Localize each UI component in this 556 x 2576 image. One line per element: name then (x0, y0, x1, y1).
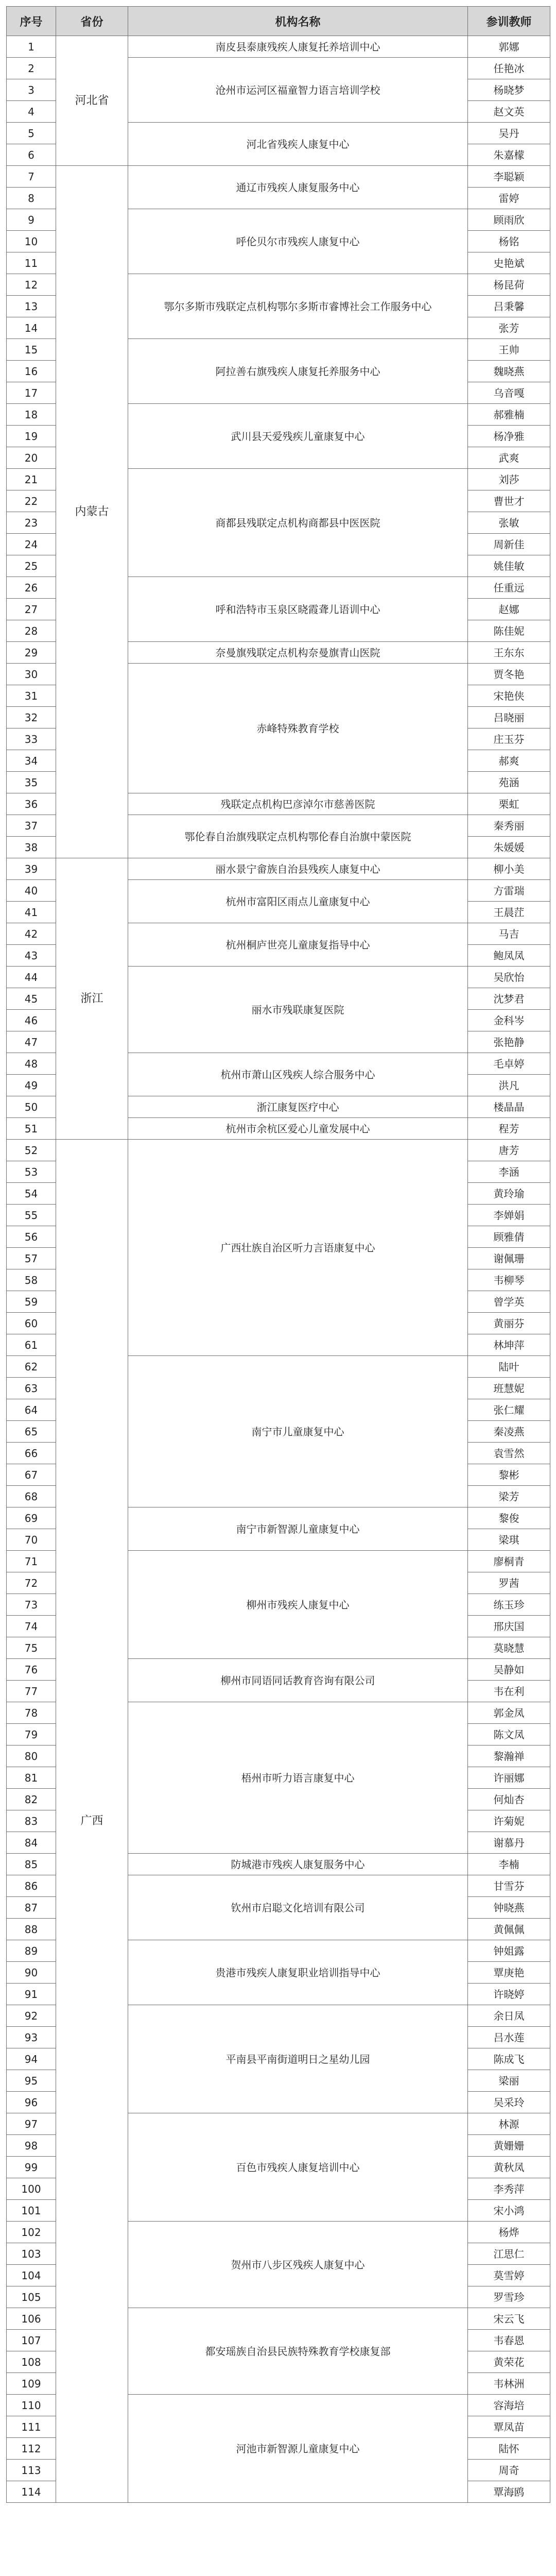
teacher-cell: 何灿杏 (468, 1789, 550, 1810)
table-header (7, 7, 550, 36)
row-number: 76 (7, 1659, 56, 1681)
row-number: 20 (7, 447, 56, 469)
org-cell: 丽水市残联康复医院 (128, 967, 468, 1053)
teacher-cell: 曹世才 (468, 490, 550, 512)
row-number: 29 (7, 642, 56, 664)
teacher-cell: 沈梦君 (468, 988, 550, 1010)
row-number: 14 (7, 317, 56, 339)
org-cell: 杭州桐庐世亮儿童康复指导中心 (128, 923, 468, 967)
org-cell: 残联定点机构巴彦淖尔市慈善医院 (128, 793, 468, 815)
teacher-cell: 张艳静 (468, 1031, 550, 1053)
row-number: 57 (7, 1248, 56, 1269)
province-cell: 河北省 (56, 36, 128, 166)
teacher-cell: 林坤萍 (468, 1334, 550, 1356)
row-number: 39 (7, 858, 56, 880)
teacher-cell: 赵娜 (468, 599, 550, 620)
row-number: 95 (7, 2070, 56, 2092)
teacher-cell: 郭娜 (468, 36, 550, 58)
row-number: 85 (7, 1854, 56, 1875)
org-cell: 沧州市运河区福童智力语言培训学校 (128, 58, 468, 123)
row-number: 5 (7, 123, 56, 144)
row-number: 104 (7, 2265, 56, 2286)
teacher-cell: 江思仁 (468, 2243, 550, 2265)
teacher-cell: 余日凤 (468, 2005, 550, 2027)
org-cell: 丽水景宁畲族自治县残疾人康复中心 (128, 858, 468, 880)
province-cell: 广西 (56, 1140, 128, 2503)
org-cell: 杭州市富阳区雨点儿童康复中心 (128, 880, 468, 923)
teacher-cell: 邢庆国 (468, 1616, 550, 1637)
teacher-cell: 吕秉馨 (468, 296, 550, 317)
row-number: 112 (7, 2438, 56, 2460)
teacher-cell: 杨昆荷 (468, 274, 550, 296)
row-number: 86 (7, 1875, 56, 1897)
row-number: 100 (7, 2178, 56, 2200)
teacher-cell: 张敏 (468, 512, 550, 534)
row-number: 91 (7, 1984, 56, 2005)
teacher-cell: 陈成飞 (468, 2048, 550, 2070)
row-number: 97 (7, 2113, 56, 2135)
org-cell: 杭州市余杭区爱心儿童发展中心 (128, 1118, 468, 1140)
row-number: 6 (7, 144, 56, 166)
teacher-cell: 庄玉芬 (468, 728, 550, 750)
teacher-cell: 王东东 (468, 642, 550, 664)
teacher-cell: 周奇 (468, 2460, 550, 2481)
row-number: 31 (7, 685, 56, 707)
teacher-cell: 梁丽 (468, 2070, 550, 2092)
teacher-cell: 赵文英 (468, 101, 550, 123)
teacher-cell: 陈佳妮 (468, 620, 550, 642)
row-number: 32 (7, 707, 56, 728)
teacher-cell: 姚佳敏 (468, 555, 550, 577)
teacher-cell: 许晓婷 (468, 1984, 550, 2005)
row-number: 28 (7, 620, 56, 642)
teacher-cell: 苑涵 (468, 772, 550, 793)
row-number: 102 (7, 2222, 56, 2243)
row-number: 4 (7, 101, 56, 123)
teacher-cell: 栗虹 (468, 793, 550, 815)
row-number: 8 (7, 188, 56, 209)
row-number: 83 (7, 1810, 56, 1832)
teacher-cell: 史艳斌 (468, 252, 550, 274)
row-number: 62 (7, 1356, 56, 1378)
row-number: 70 (7, 1529, 56, 1551)
table-row (7, 36, 550, 58)
org-cell: 防城港市残疾人康复服务中心 (128, 1854, 468, 1875)
province-cell: 内蒙古 (56, 166, 128, 858)
header-province: 省份 (56, 7, 128, 36)
row-number: 15 (7, 339, 56, 361)
teacher-cell: 刘莎 (468, 469, 550, 490)
header-no: 序号 (7, 7, 56, 36)
row-number: 13 (7, 296, 56, 317)
roster-table (6, 6, 550, 2503)
row-number: 73 (7, 1594, 56, 1616)
org-cell: 鄂尔多斯市残联定点机构鄂尔多斯市睿博社会工作服务中心 (128, 274, 468, 339)
teacher-cell: 张芳 (468, 317, 550, 339)
row-number: 19 (7, 426, 56, 447)
teacher-cell: 莫晓慧 (468, 1637, 550, 1659)
teacher-cell: 王帅 (468, 339, 550, 361)
row-number: 101 (7, 2200, 56, 2222)
org-cell: 浙江康复医疗中心 (128, 1096, 468, 1118)
table-body (7, 36, 550, 2503)
row-number: 88 (7, 1919, 56, 1940)
org-cell: 都安瑶族自治县民族特殊教育学校康复部 (128, 2308, 468, 2395)
org-cell: 鄂伦春自治旗残联定点机构鄂伦春自治旗中蒙医院 (128, 815, 468, 858)
teacher-cell: 李婵娟 (468, 1205, 550, 1226)
org-cell: 梧州市听力语言康复中心 (128, 1702, 468, 1854)
row-number: 68 (7, 1486, 56, 1507)
row-number: 42 (7, 923, 56, 945)
teacher-cell: 吕晓丽 (468, 707, 550, 728)
row-number: 10 (7, 231, 56, 252)
row-number: 34 (7, 750, 56, 772)
teacher-cell: 程芳 (468, 1118, 550, 1140)
row-number: 111 (7, 2416, 56, 2438)
table-row (7, 858, 550, 880)
org-cell: 阿拉善右旗残疾人康复托养服务中心 (128, 339, 468, 404)
org-cell: 柳州市同语同话教育咨询有限公司 (128, 1659, 468, 1702)
teacher-cell: 许菊妮 (468, 1810, 550, 1832)
teacher-cell: 梁芳 (468, 1486, 550, 1507)
row-number: 66 (7, 1443, 56, 1464)
org-cell: 呼和浩特市玉泉区晓霞聋儿语训中心 (128, 577, 468, 642)
org-cell: 广西壮族自治区听力言语康复中心 (128, 1140, 468, 1356)
row-number: 114 (7, 2481, 56, 2503)
teacher-cell: 周新佳 (468, 534, 550, 555)
row-number: 11 (7, 252, 56, 274)
teacher-cell: 任重远 (468, 577, 550, 599)
org-cell: 平南县平南街道明日之星幼儿园 (128, 2005, 468, 2113)
teacher-cell: 陆怀 (468, 2438, 550, 2460)
teacher-cell: 黄荣花 (468, 2351, 550, 2373)
row-number: 61 (7, 1334, 56, 1356)
row-number: 51 (7, 1118, 56, 1140)
teacher-cell: 袁雪然 (468, 1443, 550, 1464)
org-cell: 贺州市八步区残疾人康复中心 (128, 2222, 468, 2308)
row-number: 80 (7, 1745, 56, 1767)
row-number: 96 (7, 2092, 56, 2113)
row-number: 81 (7, 1767, 56, 1789)
row-number: 99 (7, 2157, 56, 2178)
row-number: 110 (7, 2395, 56, 2416)
row-number: 94 (7, 2048, 56, 2070)
teacher-cell: 王晨茳 (468, 902, 550, 923)
teacher-cell: 李聪颖 (468, 166, 550, 188)
row-number: 49 (7, 1075, 56, 1096)
row-number: 2 (7, 58, 56, 79)
row-number: 7 (7, 166, 56, 188)
row-number: 93 (7, 2027, 56, 2048)
row-number: 74 (7, 1616, 56, 1637)
row-number: 54 (7, 1183, 56, 1205)
teacher-cell: 柳小美 (468, 858, 550, 880)
row-number: 63 (7, 1378, 56, 1399)
teacher-cell: 郝雅楠 (468, 404, 550, 426)
row-number: 26 (7, 577, 56, 599)
teacher-cell: 杨烨 (468, 2222, 550, 2243)
teacher-cell: 曾学英 (468, 1291, 550, 1313)
teacher-cell: 任艳冰 (468, 58, 550, 79)
teacher-cell: 黄姗姗 (468, 2135, 550, 2157)
teacher-cell: 黎瀚禅 (468, 1745, 550, 1767)
teacher-cell: 林源 (468, 2113, 550, 2135)
row-number: 75 (7, 1637, 56, 1659)
row-number: 106 (7, 2308, 56, 2330)
org-cell: 通辽市残疾人康复服务中心 (128, 166, 468, 209)
teacher-cell: 覃庚艳 (468, 1962, 550, 1984)
teacher-cell: 方雷瑞 (468, 880, 550, 902)
row-number: 38 (7, 837, 56, 858)
org-cell: 南宁市新智源儿童康复中心 (128, 1507, 468, 1551)
row-number: 103 (7, 2243, 56, 2265)
row-number: 16 (7, 361, 56, 382)
row-number: 72 (7, 1572, 56, 1594)
row-number: 43 (7, 945, 56, 967)
teacher-cell: 谢慕丹 (468, 1832, 550, 1854)
row-number: 89 (7, 1940, 56, 1962)
teacher-cell: 黄佩佩 (468, 1919, 550, 1940)
row-number: 21 (7, 469, 56, 490)
org-cell: 赤峰特殊教育学校 (128, 664, 468, 793)
row-number: 44 (7, 967, 56, 988)
header-row (7, 7, 550, 36)
org-cell: 贵港市残疾人康复职业培训指导中心 (128, 1940, 468, 2005)
teacher-cell: 韦春恩 (468, 2330, 550, 2351)
row-number: 37 (7, 815, 56, 837)
org-cell: 南皮县泰康残疾人康复托养培训中心 (128, 36, 468, 58)
row-number: 108 (7, 2351, 56, 2373)
teacher-cell: 杨晓梦 (468, 79, 550, 101)
teacher-cell: 顾雅倩 (468, 1226, 550, 1248)
row-number: 48 (7, 1053, 56, 1075)
row-number: 24 (7, 534, 56, 555)
row-number: 69 (7, 1507, 56, 1529)
teacher-cell: 韦柳琴 (468, 1269, 550, 1291)
teacher-cell: 吴静如 (468, 1659, 550, 1681)
row-number: 12 (7, 274, 56, 296)
teacher-cell: 鲍凤凤 (468, 945, 550, 967)
row-number: 41 (7, 902, 56, 923)
org-cell: 杭州市萧山区残疾人综合服务中心 (128, 1053, 468, 1096)
row-number: 107 (7, 2330, 56, 2351)
teacher-cell: 杨净雅 (468, 426, 550, 447)
org-cell: 柳州市残疾人康复中心 (128, 1551, 468, 1659)
org-cell: 南宁市儿童康复中心 (128, 1356, 468, 1507)
teacher-cell: 罗雪珍 (468, 2286, 550, 2308)
row-number: 36 (7, 793, 56, 815)
teacher-cell: 覃凤苗 (468, 2416, 550, 2438)
row-number: 60 (7, 1313, 56, 1334)
row-number: 17 (7, 382, 56, 404)
teacher-cell: 陈文凤 (468, 1724, 550, 1745)
org-cell: 呼伦贝尔市残疾人康复中心 (128, 209, 468, 274)
teacher-cell: 洪凡 (468, 1075, 550, 1096)
row-number: 45 (7, 988, 56, 1010)
row-number: 109 (7, 2373, 56, 2395)
row-number: 47 (7, 1031, 56, 1053)
teacher-cell: 楼晶晶 (468, 1096, 550, 1118)
teacher-cell: 宋艳侠 (468, 685, 550, 707)
row-number: 40 (7, 880, 56, 902)
row-number: 3 (7, 79, 56, 101)
teacher-cell: 顾雨欣 (468, 209, 550, 231)
row-number: 30 (7, 664, 56, 685)
teacher-cell: 魏晓燕 (468, 361, 550, 382)
teacher-cell: 雷婷 (468, 188, 550, 209)
row-number: 82 (7, 1789, 56, 1810)
row-number: 46 (7, 1010, 56, 1031)
row-number: 59 (7, 1291, 56, 1313)
row-number: 92 (7, 2005, 56, 2027)
teacher-cell: 张仁耀 (468, 1399, 550, 1421)
teacher-cell: 唐芳 (468, 1140, 550, 1161)
teacher-cell: 钟姐露 (468, 1940, 550, 1962)
teacher-cell: 黎俊 (468, 1507, 550, 1529)
row-number: 25 (7, 555, 56, 577)
teacher-cell: 李涵 (468, 1161, 550, 1183)
teacher-cell: 黄玲瑜 (468, 1183, 550, 1205)
teacher-cell: 秦秀丽 (468, 815, 550, 837)
teacher-cell: 罗茜 (468, 1572, 550, 1594)
row-number: 55 (7, 1205, 56, 1226)
row-number: 50 (7, 1096, 56, 1118)
row-number: 56 (7, 1226, 56, 1248)
row-number: 58 (7, 1269, 56, 1291)
teacher-cell: 乌音嘎 (468, 382, 550, 404)
row-number: 23 (7, 512, 56, 534)
row-number: 87 (7, 1897, 56, 1919)
row-number: 35 (7, 772, 56, 793)
teacher-cell: 郭金凤 (468, 1702, 550, 1724)
row-number: 79 (7, 1724, 56, 1745)
teacher-cell: 黄秋凤 (468, 2157, 550, 2178)
teacher-cell: 杨铭 (468, 231, 550, 252)
teacher-cell: 黎彬 (468, 1464, 550, 1486)
teacher-cell: 陆叶 (468, 1356, 550, 1378)
teacher-cell: 韦林洲 (468, 2373, 550, 2395)
row-number: 1 (7, 36, 56, 58)
teacher-cell: 谢佩珊 (468, 1248, 550, 1269)
org-cell: 武川县天爱残疾儿童康复中心 (128, 404, 468, 469)
province-cell: 浙江 (56, 858, 128, 1140)
header-org: 机构名称 (128, 7, 468, 36)
row-number: 78 (7, 1702, 56, 1724)
teacher-cell: 武爽 (468, 447, 550, 469)
teacher-cell: 朱嘉檬 (468, 144, 550, 166)
teacher-cell: 毛卓婷 (468, 1053, 550, 1075)
teacher-cell: 金科岑 (468, 1010, 550, 1031)
teacher-cell: 吴采玲 (468, 2092, 550, 2113)
teacher-cell: 宋小鸿 (468, 2200, 550, 2222)
row-number: 113 (7, 2460, 56, 2481)
teacher-cell: 吴欣怡 (468, 967, 550, 988)
teacher-cell: 莫雪婷 (468, 2265, 550, 2286)
org-cell: 商都县残联定点机构商都县中医医院 (128, 469, 468, 577)
teacher-cell: 黄丽芬 (468, 1313, 550, 1334)
header-teacher: 参训教师 (468, 7, 550, 36)
teacher-cell: 廖桐青 (468, 1551, 550, 1572)
row-number: 90 (7, 1962, 56, 1984)
org-cell: 河池市新智源儿童康复中心 (128, 2395, 468, 2503)
teacher-cell: 吕水莲 (468, 2027, 550, 2048)
teacher-cell: 吴丹 (468, 123, 550, 144)
teacher-cell: 许丽娜 (468, 1767, 550, 1789)
row-number: 77 (7, 1681, 56, 1702)
teacher-cell: 贾冬艳 (468, 664, 550, 685)
table-row (7, 166, 550, 188)
teacher-cell: 宋云飞 (468, 2308, 550, 2330)
row-number: 9 (7, 209, 56, 231)
teacher-cell: 马吉 (468, 923, 550, 945)
teacher-cell: 李秀萍 (468, 2178, 550, 2200)
row-number: 64 (7, 1399, 56, 1421)
row-number: 52 (7, 1140, 56, 1161)
row-number: 33 (7, 728, 56, 750)
org-cell: 奈曼旗残联定点机构奈曼旗青山医院 (128, 642, 468, 664)
teacher-cell: 练玉珍 (468, 1594, 550, 1616)
teacher-cell: 钟晓燕 (468, 1897, 550, 1919)
org-cell: 钦州市启聪文化培训有限公司 (128, 1875, 468, 1940)
row-number: 27 (7, 599, 56, 620)
table-row (7, 1140, 550, 1161)
teacher-cell: 朱媛媛 (468, 837, 550, 858)
org-cell: 百色市残疾人康复培训中心 (128, 2113, 468, 2222)
teacher-cell: 韦在利 (468, 1681, 550, 1702)
row-number: 84 (7, 1832, 56, 1854)
org-cell: 河北省残疾人康复中心 (128, 123, 468, 166)
row-number: 105 (7, 2286, 56, 2308)
row-number: 18 (7, 404, 56, 426)
row-number: 53 (7, 1161, 56, 1183)
teacher-cell: 李楠 (468, 1854, 550, 1875)
teacher-cell: 覃海鸥 (468, 2481, 550, 2503)
roster-table-container (6, 6, 550, 2503)
teacher-cell: 郝爽 (468, 750, 550, 772)
teacher-cell: 容海培 (468, 2395, 550, 2416)
teacher-cell: 秦凌燕 (468, 1421, 550, 1443)
row-number: 65 (7, 1421, 56, 1443)
row-number: 98 (7, 2135, 56, 2157)
row-number: 71 (7, 1551, 56, 1572)
teacher-cell: 班慧妮 (468, 1378, 550, 1399)
teacher-cell: 甘雪芬 (468, 1875, 550, 1897)
teacher-cell: 梁琪 (468, 1529, 550, 1551)
row-number: 22 (7, 490, 56, 512)
row-number: 67 (7, 1464, 56, 1486)
